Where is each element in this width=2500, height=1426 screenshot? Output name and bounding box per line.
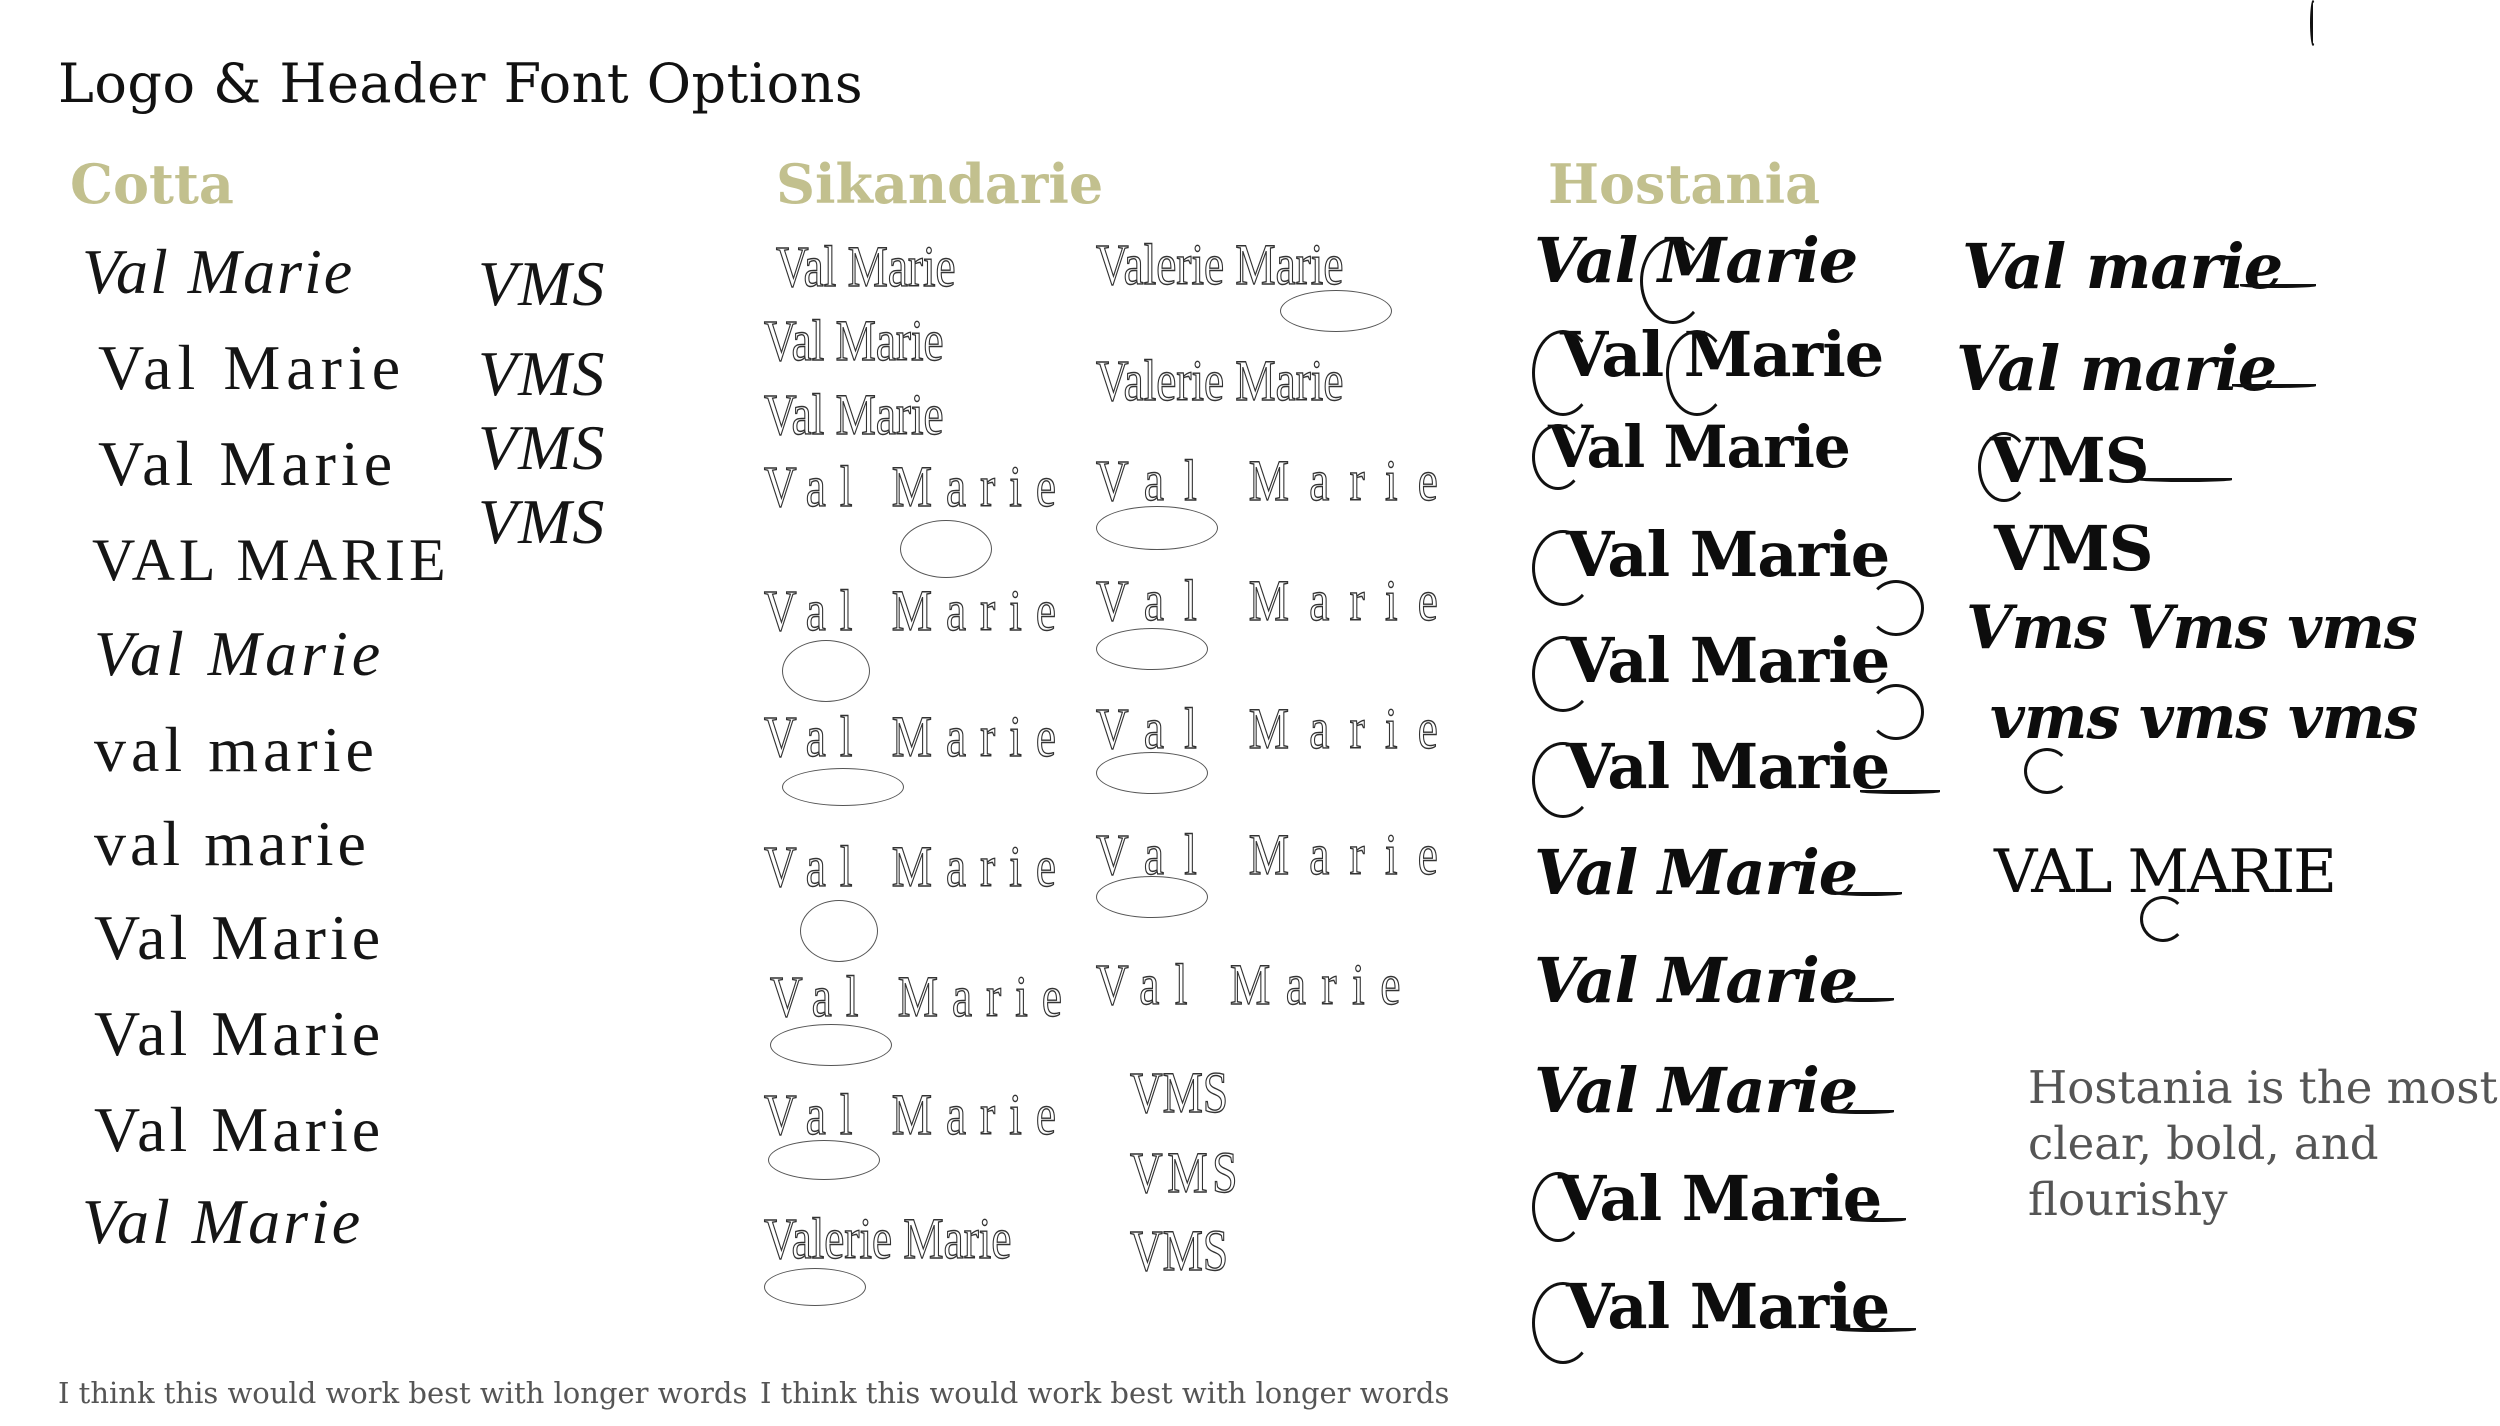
flourish-loop bbox=[2140, 896, 2186, 942]
hostania-sample: Val Marie bbox=[1534, 1054, 1858, 1127]
cotta-sample: Val Marie bbox=[94, 902, 385, 973]
sikandarie-sample: Valerie Marie bbox=[1096, 232, 1344, 297]
cotta-monogram: VMS bbox=[478, 338, 606, 409]
font-name-hostania: Hostania bbox=[1548, 152, 1821, 216]
flourish-loop bbox=[2024, 748, 2070, 794]
flourish-swoosh bbox=[2240, 284, 2316, 288]
sikandarie-sample: Val Marie bbox=[764, 382, 944, 447]
cotta-note: I think this would work best with longer words bbox=[58, 1376, 748, 1410]
flourish-swoosh bbox=[2232, 384, 2316, 388]
cotta-monogram: VMS bbox=[478, 486, 606, 557]
flourish-swash bbox=[1096, 628, 1208, 670]
cotta-monogram: VMS bbox=[478, 248, 606, 319]
hostania-sample: Val Marie bbox=[1566, 1270, 1890, 1343]
sikandarie-sample: Val Marie bbox=[764, 1082, 1071, 1147]
flourish-swash bbox=[782, 640, 870, 702]
flourish-swoosh bbox=[2138, 478, 2232, 482]
flourish-loop bbox=[1532, 330, 1594, 416]
sikandarie-sample: Val Marie bbox=[764, 578, 1071, 643]
flourish-loop bbox=[1532, 1172, 1584, 1242]
flourish-swash bbox=[768, 1140, 880, 1180]
hostania-sample: Val Marie bbox=[1566, 518, 1890, 591]
hostania-sample: Val Marie bbox=[1566, 730, 1890, 803]
cotta-sample: Val Marie bbox=[94, 618, 385, 689]
hostania-sample: Val marie bbox=[1956, 332, 2277, 405]
flourish-swash bbox=[800, 900, 878, 962]
hostania-sample: Val Marie bbox=[1534, 836, 1858, 909]
flourish-loop bbox=[1532, 1282, 1594, 1364]
cotta-sample: Val Marie bbox=[94, 998, 385, 1069]
sikandarie-monogram: VMS bbox=[1130, 1218, 1229, 1283]
sikandarie-sample: Val Marie bbox=[770, 964, 1077, 1029]
cotta-sample: Val Marie bbox=[82, 236, 355, 307]
flourish-swash bbox=[1096, 506, 1218, 550]
sikandarie-sample: Val Marie bbox=[1096, 568, 1459, 633]
sikandarie-sample: Val Marie bbox=[1096, 822, 1459, 887]
flourish-loop bbox=[1640, 238, 1706, 324]
flourish-loop bbox=[1666, 330, 1728, 416]
font-name-cotta: Cotta bbox=[70, 152, 234, 216]
sikandarie-monogram: VMS bbox=[1130, 1140, 1243, 1205]
hostania-monogram: VMS bbox=[1990, 424, 2149, 497]
page-title: Logo & Header Font Options bbox=[58, 52, 864, 115]
flourish-swash bbox=[900, 520, 992, 578]
font-name-sikandarie: Sikandarie bbox=[776, 152, 1104, 216]
hostania-sample: Val Marie bbox=[1534, 944, 1858, 1017]
flourish-swoosh bbox=[1850, 1218, 1906, 1222]
sikandarie-sample: Val Marie bbox=[776, 234, 956, 299]
hostania-sample: VAL MARIE bbox=[1994, 837, 2335, 907]
hostania-monogram-set: Vms Vms vms bbox=[1966, 593, 2417, 663]
flourish-swash bbox=[1096, 752, 1208, 794]
flourish-loop bbox=[1978, 432, 2030, 502]
flourish-swoosh bbox=[1830, 1110, 1894, 1114]
hostania-sample: Val Marie bbox=[1558, 1162, 1882, 1235]
flourish-swash bbox=[764, 1268, 866, 1306]
cotta-sample: Val Marie bbox=[98, 332, 407, 403]
sikandarie-sample: Valerie Marie bbox=[1096, 348, 1344, 413]
flourish-swash bbox=[782, 768, 904, 806]
hostania-sample: Val marie bbox=[1962, 230, 2283, 303]
cotta-sample: Val Marie bbox=[98, 428, 398, 499]
sikandarie-sample: Val Marie bbox=[764, 308, 944, 373]
flourish-swash bbox=[1280, 290, 1392, 332]
cotta-sample: VAL MARIE bbox=[92, 527, 450, 593]
flourish-swash bbox=[770, 1024, 892, 1066]
flourish-loop bbox=[1532, 424, 1584, 490]
flourish-loop bbox=[1532, 742, 1594, 818]
flourish-swoosh bbox=[1860, 790, 1940, 794]
hostania-monogram: VMS bbox=[1994, 512, 2153, 585]
flourish-swoosh bbox=[1836, 892, 1902, 896]
cotta-sample: val marie bbox=[94, 714, 379, 785]
cotta-sample: Val Marie bbox=[94, 1094, 385, 1165]
hostania-sample: Val Marie bbox=[1548, 413, 1850, 481]
sikandarie-sample: Val Marie bbox=[764, 454, 1071, 519]
hostania-monogram-set: vms vms vms bbox=[1990, 683, 2418, 753]
hostania-note: Hostania is the most clear, bold, and flourishy bbox=[2028, 1061, 2498, 1226]
flourish-swoosh bbox=[1836, 1328, 1916, 1332]
sikandarie-sample: Val Marie bbox=[1096, 952, 1417, 1017]
hostania-sample: Val Marie bbox=[1560, 318, 1884, 391]
sikandarie-note: I think this would work best with longer words bbox=[760, 1376, 1450, 1410]
sikandarie-sample: Val Marie bbox=[1096, 448, 1459, 513]
flourish-loop bbox=[1532, 636, 1594, 712]
sikandarie-monogram: VMS bbox=[1130, 1060, 1229, 1125]
cotta-sample: val marie bbox=[94, 808, 370, 879]
flourish-loop bbox=[2310, 0, 2316, 46]
cotta-monogram: VMS bbox=[478, 412, 606, 483]
flourish-swoosh bbox=[1836, 998, 1894, 1002]
sikandarie-sample: Val Marie bbox=[1096, 696, 1459, 761]
sikandarie-sample: Val Marie bbox=[764, 834, 1071, 899]
flourish-swash bbox=[1096, 876, 1208, 918]
sikandarie-sample: Val Marie bbox=[764, 704, 1071, 769]
hostania-sample: Val Marie bbox=[1566, 624, 1890, 697]
hostania-sample: Val Marie bbox=[1534, 224, 1858, 297]
sikandarie-sample: Valerie Marie bbox=[764, 1206, 1012, 1271]
cotta-sample: Val Marie bbox=[82, 1186, 364, 1257]
flourish-loop bbox=[1532, 530, 1594, 606]
